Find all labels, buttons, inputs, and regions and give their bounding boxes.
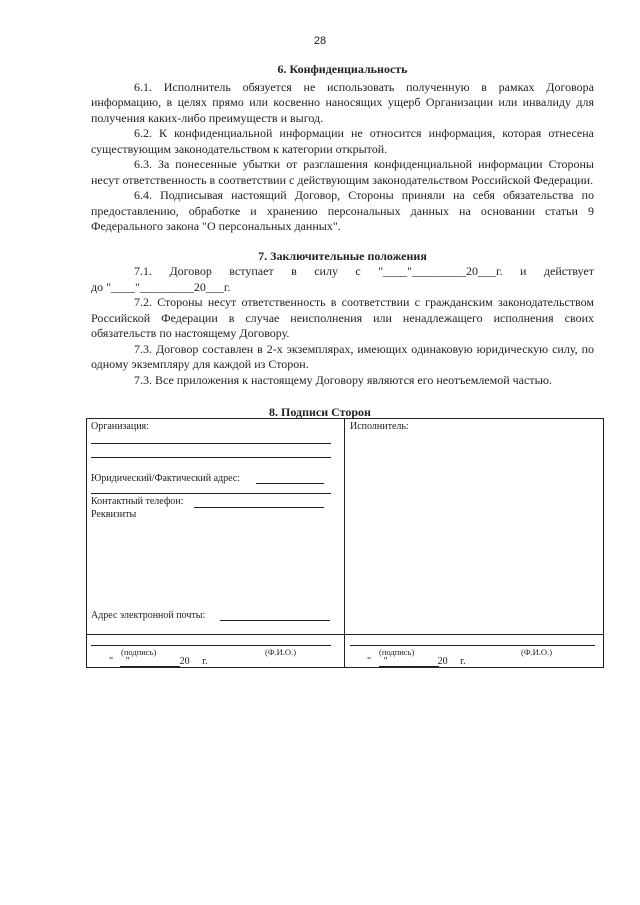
right-date-underline — [379, 666, 439, 667]
left-date-line: " " 20 г. — [109, 656, 208, 667]
row-divider — [87, 634, 603, 635]
left-signature-caption: (подпись) — [121, 647, 157, 657]
email-label: Адрес электронной почты: — [91, 610, 206, 621]
address-label: Юридический/Фактический адрес: — [91, 473, 240, 484]
clause-7-1-line1: 7.1. Договор вступает в силу с "____"_________20___г. и действует — [134, 264, 594, 278]
requisites-label: Реквизиты — [91, 509, 137, 520]
organization-label: Организация: — [91, 421, 149, 432]
page-number: 28 — [313, 35, 327, 47]
executor-label: Исполнитель: — [350, 421, 409, 432]
address-line-2[interactable] — [91, 493, 331, 494]
signatures-table — [86, 418, 604, 668]
document-body — [91, 62, 594, 388]
email-line[interactable] — [220, 620, 330, 621]
clause-7-3-appendices: 7.3. Все приложения к настоящему Договору являются его неотъемлемой частью. — [134, 372, 553, 387]
right-signature-caption: (подпись) — [379, 647, 415, 657]
left-fio-caption: (Ф.И.О.) — [265, 647, 297, 657]
right-date-line: " " 20 г. — [367, 656, 466, 667]
clause-6-2: 6.2. К конфиденциальной информации не относится информация, которая отнесена существующим законодательством к категории открытой. — [91, 126, 594, 156]
phone-line[interactable] — [194, 507, 324, 508]
address-line[interactable] — [256, 483, 324, 484]
clause-7-1-line2: до "____"_________20___г. — [91, 279, 231, 294]
organization-name-line-2[interactable] — [91, 457, 331, 458]
section-8-title: 8. Подписи Сторон — [269, 405, 371, 419]
organization-name-line[interactable] — [91, 443, 331, 444]
section-6-title: 6. Конфиденциальность — [277, 62, 408, 76]
column-divider — [344, 419, 345, 667]
clause-6-1: 6.1. Исполнитель обязуется не использовать полученную в рамках Договора информацию, в целях прямо или косвенно наносящих ущерб Организации или инвалиду для получения каких-либо преимуществ и выгод. — [91, 79, 594, 125]
left-date-underline — [120, 666, 180, 667]
clause-6-3: 6.3. За понесенные убытки от разглашения конфиденциальной информации Стороны несут ответственность в соответствии с действующим законодательством Российской Федерации. — [91, 157, 594, 187]
clause-7-2: 7.2. Стороны несут ответственность в соответствии с гражданским законодательством Российской Федерации в случае неисполнения или ненадлежащего исполнения своих обязательств по настоящему Договору. — [91, 295, 594, 340]
section-7-title: 7. Заключительные положения — [258, 248, 427, 263]
clause-7-3: 7.3. Договор составлен в 2-х экземплярах, имеющих одинаковую юридическую силу, по одному экземпляру для каждой из Сторон. — [91, 341, 594, 371]
phone-label: Контактный телефон: — [91, 496, 184, 507]
right-fio-caption: (Ф.И.О.) — [521, 647, 553, 657]
clause-6-4: 6.4. Подписывая настоящий Договор, Стороны приняли на себя обязательства по предоставлению, обработке и хранению персональных данных на основании статьи 9 Федерального закона "О персональных данных". — [91, 188, 594, 233]
